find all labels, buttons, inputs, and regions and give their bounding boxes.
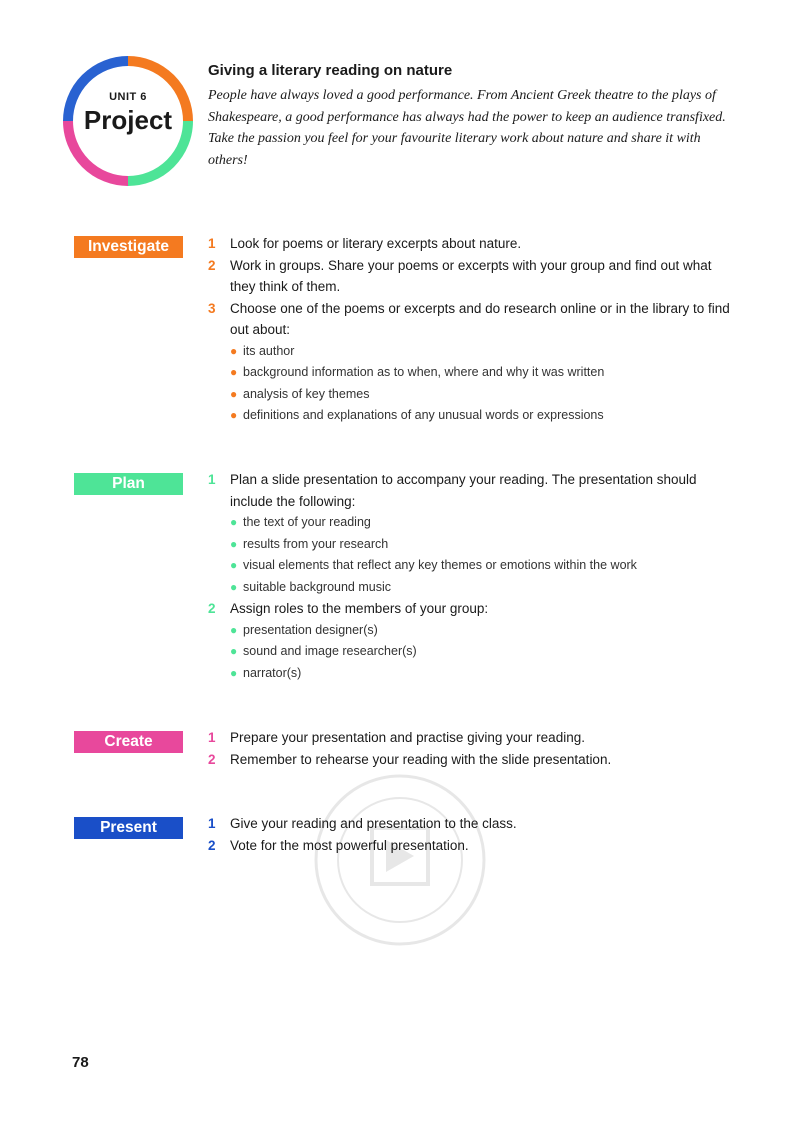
- item-text: Assign roles to the members of your group:: [230, 601, 489, 616]
- item-number: 1: [208, 816, 216, 831]
- investigate-section: [208, 233, 738, 427]
- bullet-item: ● presentation designer(s): [208, 620, 738, 642]
- bullet-icon: ●: [230, 622, 238, 637]
- bullet-item: ● background information as to when, where and why it was written: [208, 362, 738, 384]
- bullet-icon: ●: [230, 515, 238, 529]
- list-item: [208, 469, 738, 512]
- item-number: 1: [208, 730, 216, 745]
- item-number: 2: [208, 601, 216, 616]
- item-number: 2: [208, 751, 216, 767]
- intro-text: People have always loved a good performance. From Ancient Greek theatre to the plays of Shakespeare, a good performance has always had the power to keep an audience transfixed. Take the passion you feel for your favourite literary work about nature and share it with others!: [208, 88, 726, 168]
- intro: [208, 62, 738, 171]
- list-item: [208, 598, 738, 620]
- list-item: [208, 233, 738, 255]
- bullet-item: ● narrator(s): [208, 663, 738, 685]
- bullet-icon: ●: [230, 365, 238, 379]
- investigate-label: Investigate: [74, 236, 183, 258]
- item-number: 1: [208, 472, 216, 487]
- bullet-item: ● suitable background music: [208, 577, 738, 599]
- item-number: 2: [208, 257, 216, 273]
- bullet-item: ● the text of your reading: [208, 512, 738, 534]
- bullet-icon: ●: [230, 558, 238, 572]
- list-item: [208, 255, 738, 298]
- item-text: Work in groups. Share your poems or excerpts with your group and find out what they think of them.: [230, 257, 712, 294]
- bullet-item: ● its author: [208, 341, 738, 363]
- item-text: Prepare your presentation and practise giving your reading.: [230, 730, 585, 745]
- bullet-icon: ●: [230, 386, 238, 401]
- page-title: Giving a literary reading on nature: [208, 62, 453, 79]
- item-text: Remember to rehearse your reading with the slide presentation.: [230, 751, 612, 767]
- item-text: Choose one of the poems or excerpts and do research online or in the library to find out about:: [230, 300, 730, 337]
- publisher-seal-icon: [310, 770, 490, 950]
- plan-label: Plan: [74, 473, 183, 495]
- item-text: Vote for the most powerful presentation.: [230, 837, 469, 853]
- page-number: 78: [72, 1054, 89, 1071]
- unit-label: UNIT 6: [109, 91, 147, 103]
- bullet-item: ● results from your research: [208, 534, 738, 556]
- list-item: [208, 749, 738, 771]
- item-text: Give your reading and presentation to the class.: [230, 816, 517, 831]
- list-item: [208, 727, 738, 749]
- item-text: Look for poems or literary excerpts about nature.: [230, 236, 522, 251]
- bullet-item: ● definitions and explanations of any unusual words or expressions: [208, 405, 738, 427]
- create-section: [208, 727, 738, 770]
- bullet-icon: ●: [230, 665, 238, 680]
- unit-badge: [62, 55, 194, 187]
- bullet-item: ● sound and image researcher(s): [208, 641, 738, 663]
- create-label: Create: [74, 731, 183, 753]
- item-number: 1: [208, 236, 216, 251]
- bullet-icon: ●: [230, 644, 238, 658]
- bullet-icon: ●: [230, 579, 238, 594]
- unit-title: Project: [83, 105, 173, 135]
- list-item: [208, 298, 738, 341]
- bullet-icon: ●: [230, 536, 238, 551]
- present-label: Present: [74, 817, 183, 839]
- bullet-item: ● analysis of key themes: [208, 384, 738, 406]
- item-text: Plan a slide presentation to accompany your reading. The presentation should include the following:: [230, 472, 697, 509]
- plan-section: [208, 469, 738, 684]
- item-number: 2: [208, 837, 216, 853]
- bullet-icon: ●: [230, 343, 238, 358]
- bullet-item: ● visual elements that reflect any key themes or emotions within the work: [208, 555, 738, 577]
- item-number: 3: [208, 300, 216, 316]
- bullet-icon: ●: [230, 408, 238, 422]
